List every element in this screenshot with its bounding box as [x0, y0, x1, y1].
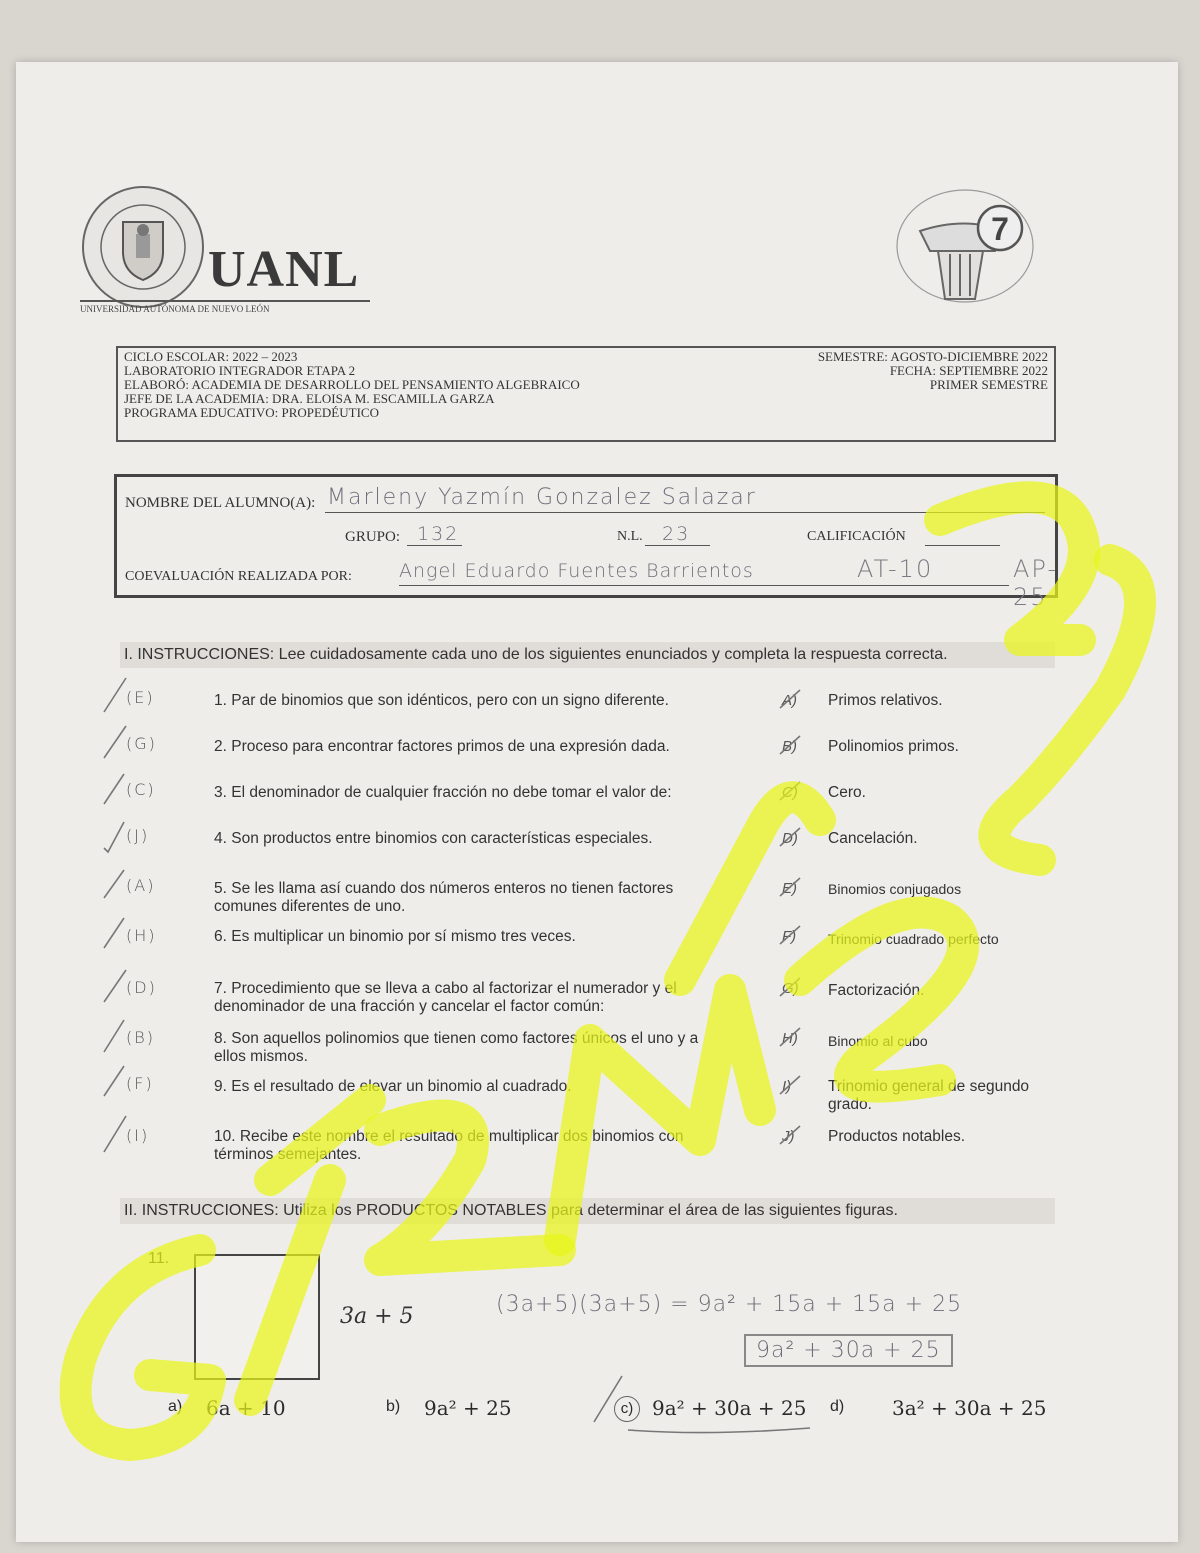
choice-d[interactable]: 3a² + 30a + 25 [892, 1396, 1047, 1420]
choice-c-mark [588, 1372, 818, 1438]
statement-1: 1. Par de binomios que son idénticos, pero con un signo diferente. [214, 692, 669, 709]
school-cycle: CICLO ESCOLAR: 2022 – 2023 [124, 349, 298, 364]
option-letter-f: F) [782, 928, 797, 945]
lab-title: LABORATORIO INTEGRADOR ETAPA 2 [124, 363, 356, 378]
section2-instructions: II. INSTRUCCIONES: Utiliza los PRODUCTOS NOTABLES para determinar el área de las siguientes figuras. [120, 1198, 1055, 1224]
choice-a[interactable]: 6a + 10 [206, 1396, 286, 1420]
course-header-box [116, 346, 1056, 442]
option-c: Cero. [828, 784, 866, 801]
coevaluator-name[interactable]: Angel Eduardo Fuentes Barrientos [399, 560, 754, 582]
grade-underline [925, 545, 1000, 546]
choice-a-letter: a) [168, 1398, 183, 1415]
square-side-label: 3a + 5 [340, 1304, 414, 1329]
prepa-7-logo [890, 186, 1040, 306]
nl-underline [645, 545, 710, 546]
nl-label: N.L. [617, 529, 643, 544]
author: ELABORÓ: ACADEMIA DE DESARROLLO DEL PENSAMIENTO ALGEBRAICO [124, 377, 580, 392]
option-i: Trinomio general de segundo grado. [828, 1078, 1030, 1113]
group-label: GRUPO: [345, 529, 401, 545]
name-underline [325, 512, 1045, 513]
option-letter-e: E) [782, 880, 797, 897]
header-right-info [818, 350, 1048, 392]
choice-d-letter: d) [830, 1398, 845, 1415]
uanl-seal-logo [78, 182, 208, 312]
answer-2[interactable]: (G) [126, 734, 157, 753]
work-line: (3a+5)(3a+5) = 9a² + 15a + 15a + 25 [496, 1292, 963, 1317]
choice-c[interactable]: 9a² + 30a + 25 [652, 1396, 807, 1420]
coevaluation-label: COEVALUACIÓN REALIZADA POR: [125, 569, 352, 584]
option-letter-d: D) [782, 830, 798, 847]
answer-4[interactable]: (J) [126, 826, 150, 845]
statement-9: 9. Es el resultado de elevar un binomio al cuadrado. [214, 1078, 572, 1095]
statement-6: 6. Es multiplicar un binomio por sí mismo tres veces. [214, 928, 576, 945]
answer-5[interactable]: (A) [126, 876, 156, 895]
nl-value[interactable]: 23 [662, 523, 691, 545]
student-info-box [114, 474, 1059, 611]
work-result-box: 9a² + 30a + 25 [744, 1334, 953, 1367]
option-j: Productos notables. [828, 1128, 966, 1145]
answer-6[interactable]: (H) [126, 926, 157, 945]
option-letter-h: H) [782, 1030, 798, 1047]
option-a: Primos relativos. [828, 692, 943, 709]
student-name-label: NOMBRE DEL ALUMNO(A): [125, 495, 316, 511]
section1-instructions: I. INSTRUCCIONES: Lee cuidadosamente cada uno de los siguientes enunciados y completa la respuesta correcta. [120, 642, 1055, 668]
option-f: Trinomio cuadrado perfecto [828, 931, 999, 947]
statement-7: 7. Procedimiento que se lleva a cabo al factorizar el numerador y el denominador de una fracción y cancelar el factor común: [214, 980, 677, 1015]
mark-ap: AP-25 [1013, 555, 1059, 611]
option-letter-a: A) [782, 692, 797, 709]
square-figure [194, 1254, 320, 1380]
option-letter-i: I) [782, 1078, 792, 1095]
option-letter-b: B) [782, 738, 797, 755]
grade-label: CALIFICACIÓN [807, 529, 906, 544]
semester: SEMESTRE: AGOSTO-DICIEMBRE 2022 [817, 349, 1048, 364]
choice-c-letter: c) [614, 1396, 640, 1422]
statement-3: 3. El denominador de cualquier fracción no debe tomar el valor de: [214, 784, 672, 801]
group-value[interactable]: 132 [417, 523, 460, 545]
answer-3[interactable]: (C) [126, 780, 156, 799]
answer-8[interactable]: (B) [126, 1028, 155, 1047]
statement-5: 5. Se les llama así cuando dos números enteros no tienen factores comunes diferentes de uno. [214, 880, 674, 915]
option-crossouts [776, 684, 806, 1154]
problem-number: 11. [148, 1250, 170, 1267]
statement-8: 8. Son aquellos polinomios que tienen como factores únicos el uno y a ellos mismos. [214, 1030, 699, 1065]
option-b: Polinomios primos. [828, 738, 959, 755]
choice-b-letter: b) [386, 1398, 401, 1415]
option-h: Binomio al cubo [828, 1033, 928, 1049]
answer-1[interactable]: (E) [126, 688, 155, 707]
answer-9[interactable]: (F) [126, 1074, 154, 1093]
uanl-logo-name: UANL [208, 241, 360, 298]
option-letter-c: C) [782, 784, 798, 801]
program: PROGRAMA EDUCATIVO: PROPEDÉUTICO [124, 405, 379, 420]
option-g: Factorización. [828, 982, 925, 999]
academy-head: JEFE DE LA ACADEMIA: DRA. ELOISA M. ESCAMILLA GARZA [124, 391, 495, 406]
choice-b[interactable]: 9a² + 25 [424, 1396, 512, 1420]
option-letter-g: G) [782, 980, 799, 997]
header-left-info [124, 350, 580, 420]
prepa-badge-number: 7 [991, 211, 1009, 247]
date: FECHA: SEPTIEMBRE 2022 [889, 363, 1048, 378]
logo-divider [80, 300, 370, 302]
group-underline [407, 545, 462, 546]
answer-7[interactable]: (D) [126, 978, 157, 997]
uanl-subtitle: UNIVERSIDAD AUTÓNOMA DE NUEVO LEÓN [80, 304, 270, 314]
coeval-underline [399, 585, 1009, 586]
answer-10[interactable]: (I) [126, 1126, 150, 1145]
option-d: Cancelación. [828, 830, 918, 847]
check-marks [100, 672, 140, 1162]
semester-level: PRIMER SEMESTRE [929, 377, 1048, 392]
mark-at: AT-10 [857, 555, 934, 583]
student-name-value[interactable]: Marleny Yazmín Gonzalez Salazar [327, 485, 757, 510]
option-letter-j: J) [782, 1128, 795, 1145]
option-e: Binomios conjugados [828, 881, 962, 897]
statement-2: 2. Proceso para encontrar factores primos de una expresión dada. [214, 738, 670, 755]
statement-4: 4. Son productos entre binomios con características especiales. [214, 830, 653, 847]
statement-10: 10. Recibe este nombre el resultado de multiplicar dos binomios con términos semejantes. [214, 1128, 684, 1163]
